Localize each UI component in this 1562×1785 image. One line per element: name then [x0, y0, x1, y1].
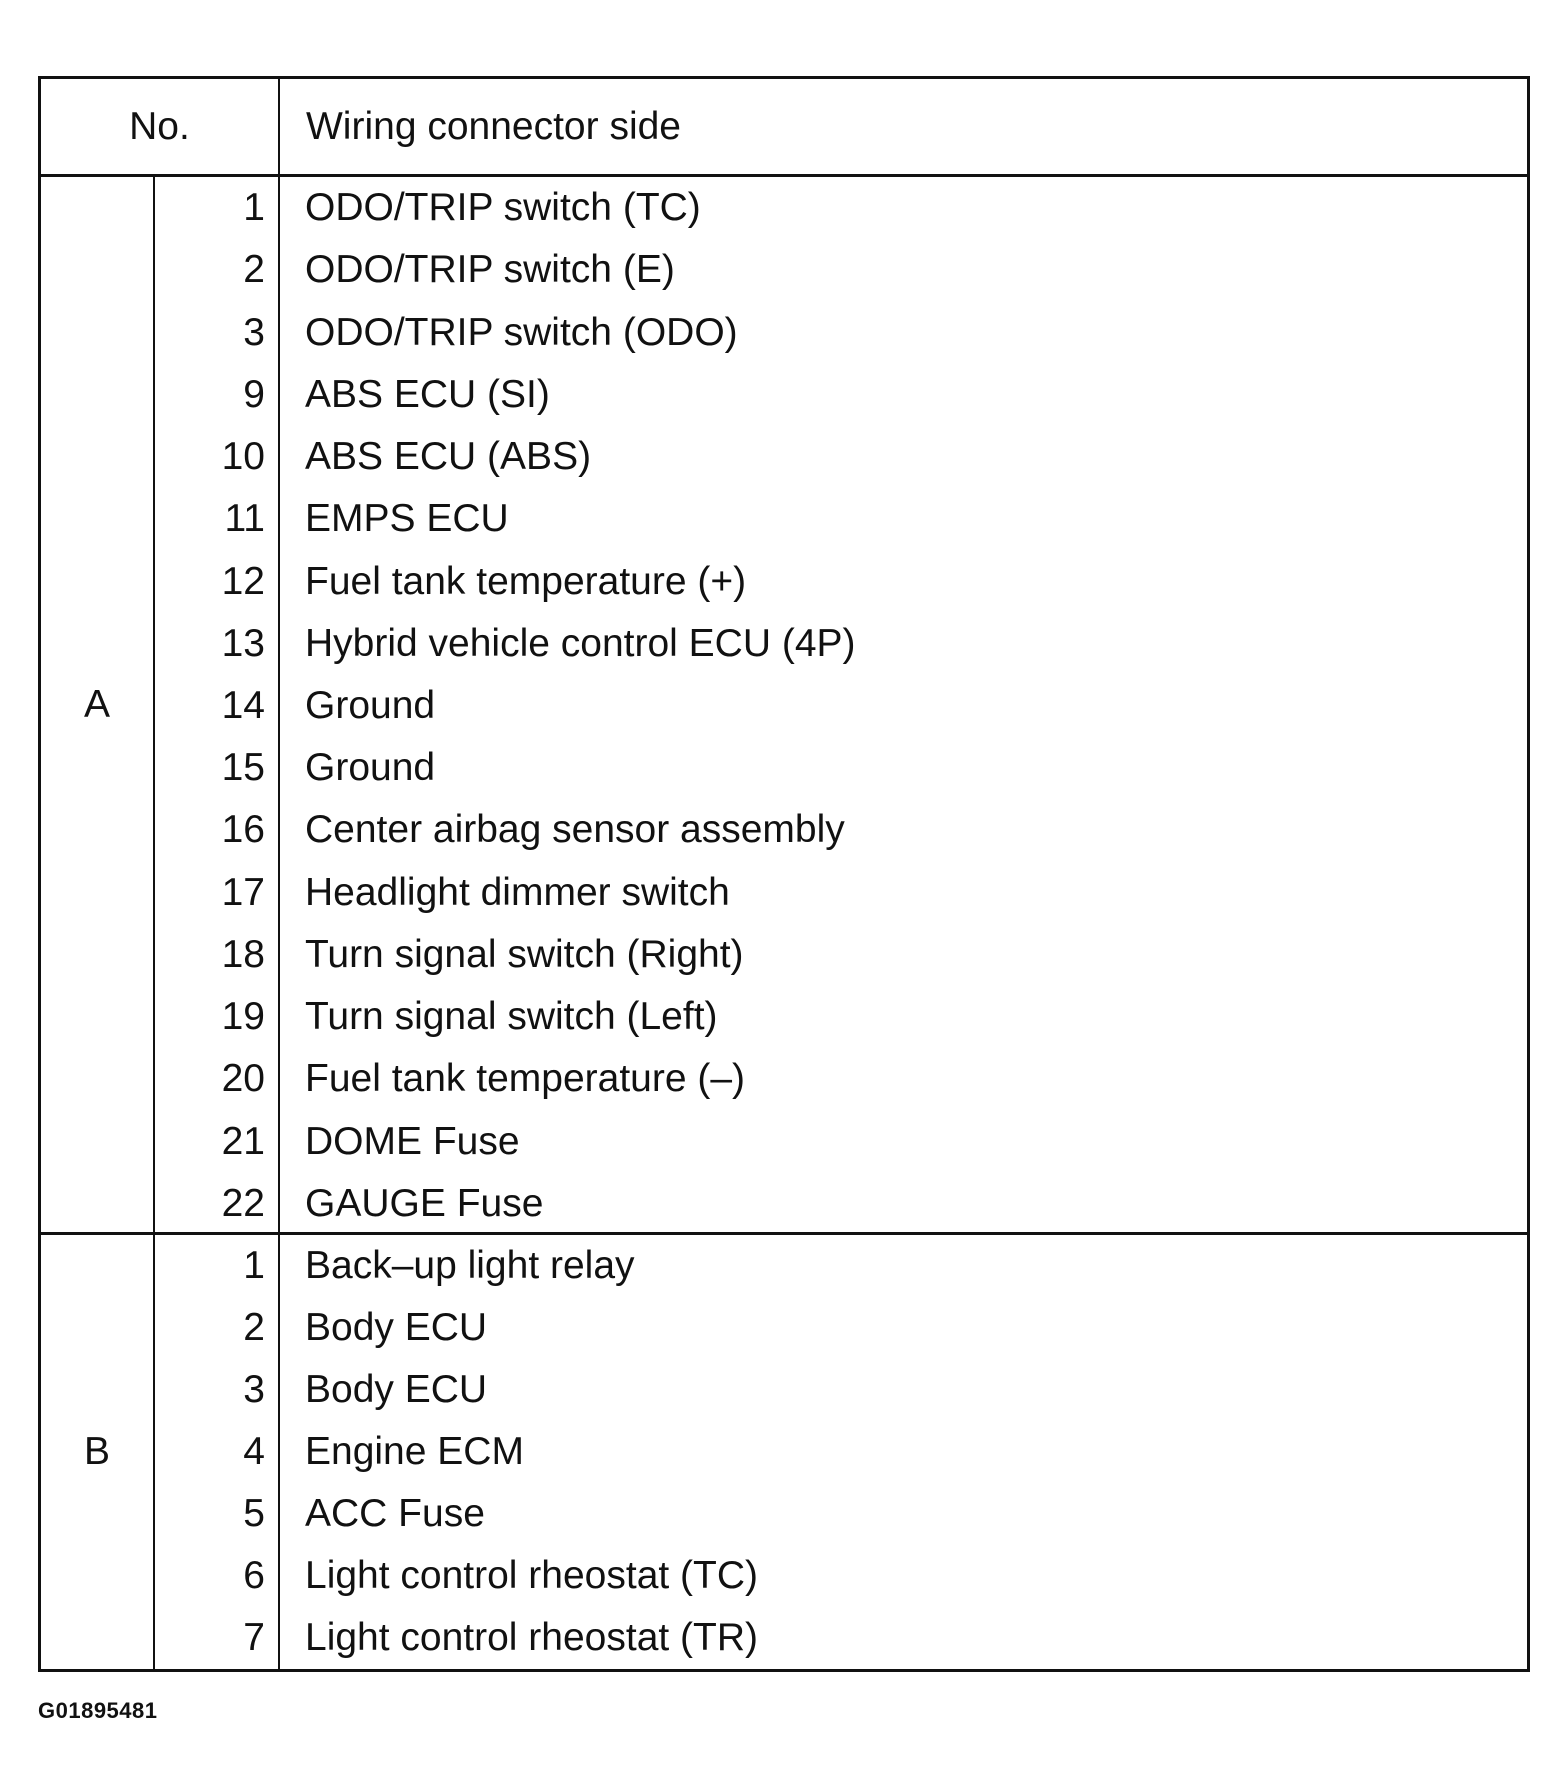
table-row: [155, 301, 1527, 363]
connector-description: Light control rheostat (TC): [305, 1554, 759, 1597]
pin-number: 1: [243, 1244, 265, 1287]
pin-number: 9: [243, 372, 265, 416]
table-row: [155, 1111, 1527, 1173]
group-label-b: B: [41, 1235, 155, 1669]
figure-id: G01895481: [38, 1698, 158, 1723]
group-label-a: A: [41, 177, 155, 1232]
pin-number: 12: [221, 559, 265, 603]
connector-description: ODO/TRIP switch (TC): [305, 186, 701, 230]
connector-description: Turn signal switch (Right): [305, 932, 744, 976]
table-row: [155, 737, 1527, 799]
connector-description: EMPS ECU: [305, 497, 509, 541]
pin-number: 22: [221, 1181, 265, 1225]
connector-description: ACC Fuse: [305, 1492, 485, 1535]
table-row: [155, 426, 1527, 488]
pin-number: 17: [221, 870, 265, 914]
pin-number: 3: [243, 310, 265, 354]
connector-description: Fuel tank temperature (–): [305, 1057, 746, 1101]
pin-number: 15: [221, 746, 265, 790]
table-row: [155, 1173, 1527, 1235]
table-row: [155, 1607, 1527, 1669]
group-b: [41, 1235, 1527, 1669]
connector-description: ODO/TRIP switch (ODO): [305, 310, 738, 354]
pin-number: 18: [221, 932, 265, 976]
connector-description: Back–up light relay: [305, 1244, 635, 1287]
table-row: [155, 986, 1527, 1048]
pin-number: 5: [243, 1492, 265, 1535]
connector-description: Ground: [305, 746, 436, 790]
table-header: [41, 79, 1527, 177]
pin-number: 3: [243, 1368, 265, 1411]
connector-description: Fuel tank temperature (+): [305, 559, 747, 603]
connector-description: Headlight dimmer switch: [305, 870, 730, 914]
connector-description: Center airbag sensor assembly: [305, 808, 845, 852]
table-row: [155, 1359, 1527, 1421]
connector-description: Light control rheostat (TR): [305, 1616, 759, 1659]
pin-number: 2: [243, 248, 265, 292]
table-row: [155, 1483, 1527, 1545]
table-row: [155, 799, 1527, 861]
pin-number: 16: [221, 808, 265, 852]
connector-description: ABS ECU (SI): [305, 372, 550, 416]
table-row: [155, 488, 1527, 550]
pin-number: 20: [221, 1057, 265, 1101]
pin-number: 10: [221, 435, 265, 479]
connector-description: Ground: [305, 683, 436, 727]
table-row: [155, 177, 1527, 239]
table-row: [155, 924, 1527, 986]
pin-number: 19: [221, 995, 265, 1039]
connector-description: ABS ECU (ABS): [305, 435, 592, 479]
header-wiring-connector-side: Wiring connector side: [306, 104, 681, 148]
pin-number: 2: [243, 1306, 265, 1349]
table-row: [155, 675, 1527, 737]
pin-number: 14: [221, 683, 265, 727]
table-row: [155, 862, 1527, 924]
connector-description: GAUGE Fuse: [305, 1181, 544, 1225]
pin-number: 4: [243, 1430, 265, 1473]
table-row: [155, 1545, 1527, 1607]
connector-description: Body ECU: [305, 1306, 488, 1349]
table-row: [155, 613, 1527, 675]
pin-number: 6: [243, 1554, 265, 1597]
table-row: [155, 239, 1527, 301]
header-no: No.: [41, 79, 280, 174]
table-row: [155, 1297, 1527, 1359]
connector-description: Turn signal switch (Left): [305, 995, 718, 1039]
connector-description: Body ECU: [305, 1368, 488, 1411]
table-row: [155, 1048, 1527, 1110]
pin-number: 7: [243, 1616, 265, 1659]
table-row: [155, 1421, 1527, 1483]
connector-description: ODO/TRIP switch (E): [305, 248, 675, 292]
table-row: [155, 550, 1527, 612]
table-row: [155, 364, 1527, 426]
pin-number: 21: [221, 1119, 265, 1163]
pin-number: 11: [224, 497, 265, 541]
pin-number: 1: [243, 186, 265, 230]
connector-description: Engine ECM: [305, 1430, 524, 1473]
connector-table: [38, 76, 1530, 1672]
pin-number: 13: [221, 621, 265, 665]
group-a: [41, 177, 1527, 1235]
connector-description: Hybrid vehicle control ECU (4P): [305, 621, 856, 665]
connector-description: DOME Fuse: [305, 1119, 520, 1163]
table-row: [155, 1235, 1527, 1297]
